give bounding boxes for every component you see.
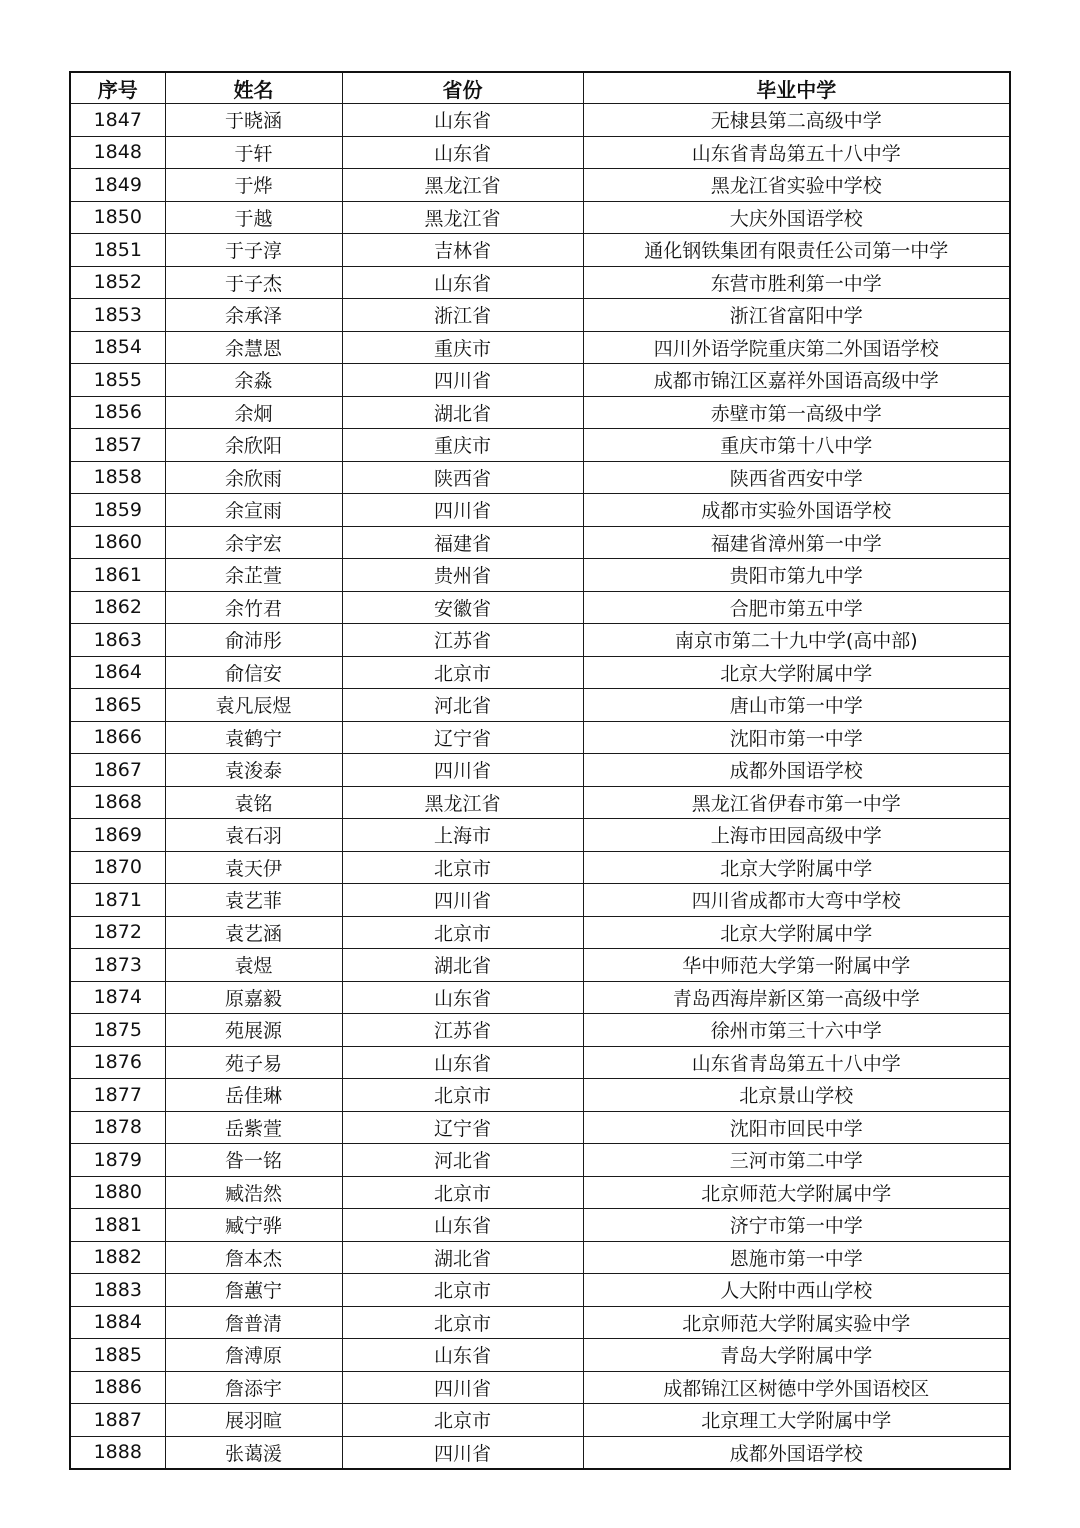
- cell-province: 陕西省: [342, 461, 583, 494]
- header-row: [70, 72, 1010, 104]
- cell-name: 詹添宇: [165, 1371, 342, 1404]
- cell-name: 于晓涵: [165, 104, 342, 137]
- table-row: [70, 1339, 1010, 1372]
- cell-province: 黑龙江省: [342, 169, 583, 202]
- cell-province: 湖北省: [342, 949, 583, 982]
- cell-graduated-high-school: 四川省成都市大弯中学校: [583, 884, 1010, 917]
- cell-serial-number: 1861: [70, 559, 165, 592]
- cell-serial-number: 1858: [70, 461, 165, 494]
- cell-province: 北京市: [342, 1176, 583, 1209]
- cell-name: 张蔼湲: [165, 1436, 342, 1469]
- cell-graduated-high-school: 成都市锦江区嘉祥外国语高级中学: [583, 364, 1010, 397]
- cell-graduated-high-school: 无棣县第二高级中学: [583, 104, 1010, 137]
- table-row: [70, 299, 1010, 332]
- cell-province: 四川省: [342, 884, 583, 917]
- cell-province: 黑龙江省: [342, 201, 583, 234]
- cell-graduated-high-school: 沈阳市第一中学: [583, 721, 1010, 754]
- cell-graduated-high-school: 陕西省西安中学: [583, 461, 1010, 494]
- cell-province: 山东省: [342, 1209, 583, 1242]
- cell-serial-number: 1866: [70, 721, 165, 754]
- cell-name: 于烨: [165, 169, 342, 202]
- table-row: [70, 721, 1010, 754]
- table-row: [70, 559, 1010, 592]
- cell-serial-number: 1878: [70, 1111, 165, 1144]
- cell-serial-number: 1868: [70, 786, 165, 819]
- table-row: [70, 1241, 1010, 1274]
- cell-province: 湖北省: [342, 396, 583, 429]
- table-row: [70, 1144, 1010, 1177]
- cell-name: 余承泽: [165, 299, 342, 332]
- cell-province: 贵州省: [342, 559, 583, 592]
- cell-name: 袁艺菲: [165, 884, 342, 917]
- cell-graduated-high-school: 重庆市第十八中学: [583, 429, 1010, 462]
- cell-name: 展羽暄: [165, 1404, 342, 1437]
- cell-name: 原嘉毅: [165, 981, 342, 1014]
- cell-name: 袁鹤宁: [165, 721, 342, 754]
- cell-graduated-high-school: 黑龙江省实验中学校: [583, 169, 1010, 202]
- table-row: [70, 591, 1010, 624]
- cell-serial-number: 1864: [70, 656, 165, 689]
- table-row: [70, 331, 1010, 364]
- cell-province: 上海市: [342, 819, 583, 852]
- cell-name: 詹蕙宁: [165, 1274, 342, 1307]
- table-row: [70, 1209, 1010, 1242]
- cell-graduated-high-school: 徐州市第三十六中学: [583, 1014, 1010, 1047]
- cell-name: 余宣雨: [165, 494, 342, 527]
- cell-graduated-high-school: 华中师范大学第一附属中学: [583, 949, 1010, 982]
- cell-name: 余淼: [165, 364, 342, 397]
- table-row: [70, 884, 1010, 917]
- cell-graduated-high-school: 贵阳市第九中学: [583, 559, 1010, 592]
- table-header: [70, 72, 1010, 104]
- cell-province: 山东省: [342, 1339, 583, 1372]
- table-row: [70, 754, 1010, 787]
- cell-serial-number: 1880: [70, 1176, 165, 1209]
- cell-serial-number: 1872: [70, 916, 165, 949]
- cell-province: 山东省: [342, 981, 583, 1014]
- cell-province: 河北省: [342, 689, 583, 722]
- cell-graduated-high-school: 四川外语学院重庆第二外国语学校: [583, 331, 1010, 364]
- cell-name: 于子杰: [165, 266, 342, 299]
- cell-name: 俞信安: [165, 656, 342, 689]
- table-row: [70, 136, 1010, 169]
- table-row: [70, 526, 1010, 559]
- cell-province: 重庆市: [342, 331, 583, 364]
- cell-graduated-high-school: 山东省青岛第五十八中学: [583, 136, 1010, 169]
- cell-name: 于子淳: [165, 234, 342, 267]
- cell-province: 浙江省: [342, 299, 583, 332]
- cell-name: 余欣雨: [165, 461, 342, 494]
- cell-graduated-high-school: 合肥市第五中学: [583, 591, 1010, 624]
- cell-serial-number: 1881: [70, 1209, 165, 1242]
- cell-name: 昝一铭: [165, 1144, 342, 1177]
- cell-graduated-high-school: 成都市实验外国语学校: [583, 494, 1010, 527]
- cell-name: 詹普清: [165, 1306, 342, 1339]
- cell-name: 余竹君: [165, 591, 342, 624]
- cell-serial-number: 1870: [70, 851, 165, 884]
- cell-serial-number: 1882: [70, 1241, 165, 1274]
- table-row: [70, 624, 1010, 657]
- cell-serial-number: 1871: [70, 884, 165, 917]
- table-row: [70, 429, 1010, 462]
- cell-province: 北京市: [342, 1079, 583, 1112]
- cell-graduated-high-school: 北京师范大学附属中学: [583, 1176, 1010, 1209]
- cell-graduated-high-school: 人大附中西山学校: [583, 1274, 1010, 1307]
- cell-province: 重庆市: [342, 429, 583, 462]
- cell-serial-number: 1853: [70, 299, 165, 332]
- cell-province: 北京市: [342, 851, 583, 884]
- cell-name: 余炯: [165, 396, 342, 429]
- cell-serial-number: 1851: [70, 234, 165, 267]
- cell-serial-number: 1874: [70, 981, 165, 1014]
- cell-serial-number: 1849: [70, 169, 165, 202]
- cell-name: 袁煜: [165, 949, 342, 982]
- table-row: [70, 364, 1010, 397]
- cell-province: 黑龙江省: [342, 786, 583, 819]
- cell-name: 袁铭: [165, 786, 342, 819]
- cell-name: 袁浚泰: [165, 754, 342, 787]
- cell-province: 江苏省: [342, 624, 583, 657]
- cell-serial-number: 1857: [70, 429, 165, 462]
- table-row: [70, 1274, 1010, 1307]
- roster-table-container: [69, 71, 1009, 1470]
- cell-province: 吉林省: [342, 234, 583, 267]
- cell-name: 岳佳琳: [165, 1079, 342, 1112]
- cell-serial-number: 1848: [70, 136, 165, 169]
- cell-graduated-high-school: 成都外国语学校: [583, 1436, 1010, 1469]
- table-row: [70, 1371, 1010, 1404]
- cell-graduated-high-school: 青岛西海岸新区第一高级中学: [583, 981, 1010, 1014]
- cell-graduated-high-school: 浙江省富阳中学: [583, 299, 1010, 332]
- header-province: 省份: [342, 72, 583, 104]
- cell-graduated-high-school: 东营市胜利第一中学: [583, 266, 1010, 299]
- cell-graduated-high-school: 北京大学附属中学: [583, 656, 1010, 689]
- cell-name: 袁石羽: [165, 819, 342, 852]
- cell-province: 山东省: [342, 266, 583, 299]
- cell-serial-number: 1884: [70, 1306, 165, 1339]
- cell-serial-number: 1855: [70, 364, 165, 397]
- cell-serial-number: 1875: [70, 1014, 165, 1047]
- table-row: [70, 169, 1010, 202]
- cell-serial-number: 1869: [70, 819, 165, 852]
- cell-name: 余宇宏: [165, 526, 342, 559]
- cell-serial-number: 1852: [70, 266, 165, 299]
- table-row: [70, 1046, 1010, 1079]
- cell-province: 四川省: [342, 754, 583, 787]
- header-name: 姓名: [165, 72, 342, 104]
- cell-serial-number: 1877: [70, 1079, 165, 1112]
- cell-serial-number: 1873: [70, 949, 165, 982]
- cell-serial-number: 1862: [70, 591, 165, 624]
- table-row: [70, 786, 1010, 819]
- cell-name: 余慧恩: [165, 331, 342, 364]
- cell-name: 臧浩然: [165, 1176, 342, 1209]
- cell-graduated-high-school: 上海市田园高级中学: [583, 819, 1010, 852]
- cell-graduated-high-school: 唐山市第一中学: [583, 689, 1010, 722]
- cell-name: 袁艺涵: [165, 916, 342, 949]
- table-row: [70, 851, 1010, 884]
- cell-province: 北京市: [342, 1274, 583, 1307]
- cell-province: 河北省: [342, 1144, 583, 1177]
- table-row: [70, 1436, 1010, 1469]
- cell-graduated-high-school: 山东省青岛第五十八中学: [583, 1046, 1010, 1079]
- table-body: [70, 104, 1010, 1470]
- table-row: [70, 1079, 1010, 1112]
- table-row: [70, 201, 1010, 234]
- cell-province: 福建省: [342, 526, 583, 559]
- cell-graduated-high-school: 成都外国语学校: [583, 754, 1010, 787]
- cell-name: 苑展源: [165, 1014, 342, 1047]
- cell-graduated-high-school: 青岛大学附属中学: [583, 1339, 1010, 1372]
- cell-name: 詹溥原: [165, 1339, 342, 1372]
- cell-name: 袁天伊: [165, 851, 342, 884]
- table-row: [70, 494, 1010, 527]
- cell-graduated-high-school: 南京市第二十九中学(高中部): [583, 624, 1010, 657]
- table-row: [70, 1176, 1010, 1209]
- cell-graduated-high-school: 北京理工大学附属中学: [583, 1404, 1010, 1437]
- cell-province: 山东省: [342, 104, 583, 137]
- cell-serial-number: 1854: [70, 331, 165, 364]
- cell-name: 俞沛彤: [165, 624, 342, 657]
- cell-serial-number: 1865: [70, 689, 165, 722]
- cell-serial-number: 1859: [70, 494, 165, 527]
- table-row: [70, 266, 1010, 299]
- cell-name: 袁凡辰煜: [165, 689, 342, 722]
- table-row: [70, 396, 1010, 429]
- cell-province: 安徽省: [342, 591, 583, 624]
- cell-province: 四川省: [342, 1436, 583, 1469]
- roster-table: [69, 71, 1011, 1470]
- cell-province: 辽宁省: [342, 721, 583, 754]
- cell-name: 余芷萱: [165, 559, 342, 592]
- cell-province: 北京市: [342, 656, 583, 689]
- cell-name: 岳紫萱: [165, 1111, 342, 1144]
- cell-serial-number: 1883: [70, 1274, 165, 1307]
- table-row: [70, 656, 1010, 689]
- cell-graduated-high-school: 济宁市第一中学: [583, 1209, 1010, 1242]
- cell-serial-number: 1860: [70, 526, 165, 559]
- cell-graduated-high-school: 福建省漳州第一中学: [583, 526, 1010, 559]
- cell-province: 北京市: [342, 1306, 583, 1339]
- cell-serial-number: 1887: [70, 1404, 165, 1437]
- table-row: [70, 104, 1010, 137]
- cell-province: 江苏省: [342, 1014, 583, 1047]
- cell-graduated-high-school: 通化钢铁集团有限责任公司第一中学: [583, 234, 1010, 267]
- cell-graduated-high-school: 恩施市第一中学: [583, 1241, 1010, 1274]
- cell-name: 于越: [165, 201, 342, 234]
- cell-province: 湖北省: [342, 1241, 583, 1274]
- cell-graduated-high-school: 北京师范大学附属实验中学: [583, 1306, 1010, 1339]
- cell-serial-number: 1850: [70, 201, 165, 234]
- cell-province: 四川省: [342, 364, 583, 397]
- cell-graduated-high-school: 北京大学附属中学: [583, 851, 1010, 884]
- header-serial-number: 序号: [70, 72, 165, 104]
- cell-name: 余欣阳: [165, 429, 342, 462]
- table-row: [70, 689, 1010, 722]
- cell-serial-number: 1885: [70, 1339, 165, 1372]
- cell-province: 北京市: [342, 916, 583, 949]
- cell-serial-number: 1847: [70, 104, 165, 137]
- table-row: [70, 1306, 1010, 1339]
- cell-graduated-high-school: 大庆外国语学校: [583, 201, 1010, 234]
- cell-graduated-high-school: 北京景山学校: [583, 1079, 1010, 1112]
- cell-serial-number: 1863: [70, 624, 165, 657]
- cell-name: 詹本杰: [165, 1241, 342, 1274]
- table-row: [70, 1111, 1010, 1144]
- table-row: [70, 949, 1010, 982]
- cell-graduated-high-school: 三河市第二中学: [583, 1144, 1010, 1177]
- cell-name: 苑子易: [165, 1046, 342, 1079]
- table-row: [70, 1404, 1010, 1437]
- table-row: [70, 981, 1010, 1014]
- table-row: [70, 234, 1010, 267]
- table-row: [70, 819, 1010, 852]
- cell-graduated-high-school: 赤壁市第一高级中学: [583, 396, 1010, 429]
- cell-graduated-high-school: 成都锦江区树德中学外国语校区: [583, 1371, 1010, 1404]
- cell-serial-number: 1856: [70, 396, 165, 429]
- cell-province: 四川省: [342, 1371, 583, 1404]
- cell-serial-number: 1888: [70, 1436, 165, 1469]
- cell-serial-number: 1886: [70, 1371, 165, 1404]
- header-graduated-high-school: 毕业中学: [583, 72, 1010, 104]
- cell-serial-number: 1867: [70, 754, 165, 787]
- cell-graduated-high-school: 北京大学附属中学: [583, 916, 1010, 949]
- cell-graduated-high-school: 黑龙江省伊春市第一中学: [583, 786, 1010, 819]
- cell-name: 臧宁骅: [165, 1209, 342, 1242]
- cell-province: 四川省: [342, 494, 583, 527]
- table-row: [70, 916, 1010, 949]
- table-row: [70, 461, 1010, 494]
- cell-province: 山东省: [342, 136, 583, 169]
- cell-name: 于轩: [165, 136, 342, 169]
- cell-province: 辽宁省: [342, 1111, 583, 1144]
- table-row: [70, 1014, 1010, 1047]
- cell-serial-number: 1879: [70, 1144, 165, 1177]
- cell-serial-number: 1876: [70, 1046, 165, 1079]
- cell-province: 山东省: [342, 1046, 583, 1079]
- cell-province: 北京市: [342, 1404, 583, 1437]
- cell-graduated-high-school: 沈阳市回民中学: [583, 1111, 1010, 1144]
